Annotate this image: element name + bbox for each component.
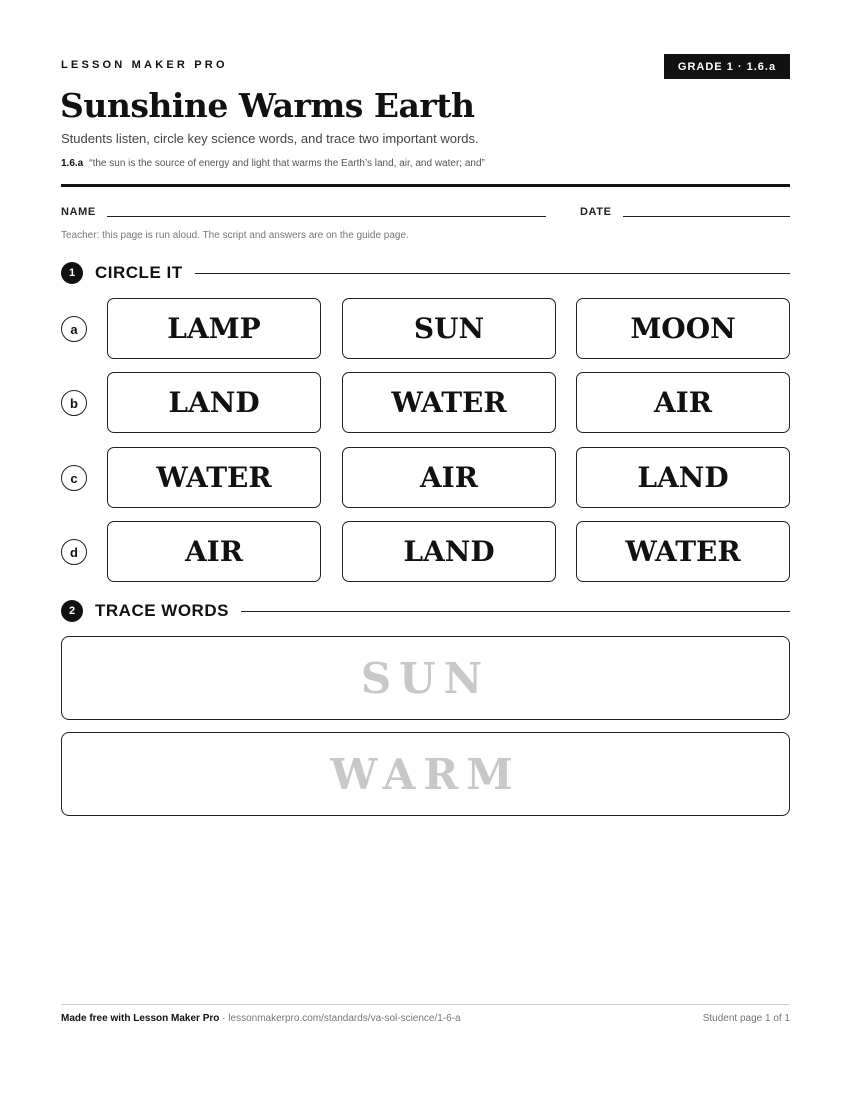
trace-box-sun[interactable] [61,636,790,720]
page-subtitle: Students listen, circle key science words, and trace two important words. [61,131,479,146]
word-choice[interactable]: WATER [342,372,556,433]
standard-code: 1.6.a [61,158,84,169]
standard-text: “the sun is the source of energy and light that warms the Earth’s land, air, and water; and” [89,158,485,169]
word-choice[interactable]: WATER [576,521,790,582]
footer-page-number: Student page 1 of 1 [702,1013,790,1024]
footer-made-with: Made free with Lesson Maker Pro [61,1013,220,1024]
word-choice[interactable]: SUN [342,298,556,359]
header-divider [61,184,790,187]
footer-credit [61,1013,461,1024]
name-label: NAME [61,206,96,218]
word-choice[interactable]: LAND [576,447,790,508]
word-choice[interactable]: WATER [107,447,321,508]
word-choice[interactable]: LAND [342,521,556,582]
grade-badge: GRADE 1 · 1.6.a [664,54,790,79]
section-title: CIRCLE IT [95,263,183,282]
section-number-badge: 2 [61,600,83,622]
trace-word: WARM [330,749,521,799]
section-rule [195,273,790,274]
trace-box-warm[interactable] [61,732,790,816]
trace-word: SUN [360,653,491,703]
section-trace-words-header [61,600,790,622]
name-field[interactable] [107,216,546,217]
teacher-note: Teacher: this page is run aloud. The script and answers are on the guide page. [61,230,409,241]
word-choice[interactable]: AIR [107,521,321,582]
section-circle-it-header [61,262,790,284]
brand-name: LESSON MAKER PRO [61,59,228,71]
footer-url-link[interactable]: lessonmakerpro.com/standards/va-sol-science/1-6-a [228,1013,461,1024]
page-title: Sunshine Warms Earth [60,86,475,125]
word-choice[interactable]: LAMP [107,298,321,359]
section-rule [241,611,790,612]
word-choice[interactable]: AIR [576,372,790,433]
row-letter-b: b [61,390,87,416]
row-letter-a: a [61,316,87,342]
footer-separator: · [219,1013,229,1024]
row-letter-c: c [61,465,87,491]
footer-divider [61,1004,790,1005]
word-choice[interactable]: LAND [107,372,321,433]
row-letter-d: d [61,539,87,565]
standard-line [61,158,485,169]
section-title: TRACE WORDS [95,601,229,620]
date-field[interactable] [623,216,790,217]
word-choice[interactable]: MOON [576,298,790,359]
section-number-badge: 1 [61,262,83,284]
word-choice[interactable]: AIR [342,447,556,508]
date-label: DATE [580,206,612,218]
